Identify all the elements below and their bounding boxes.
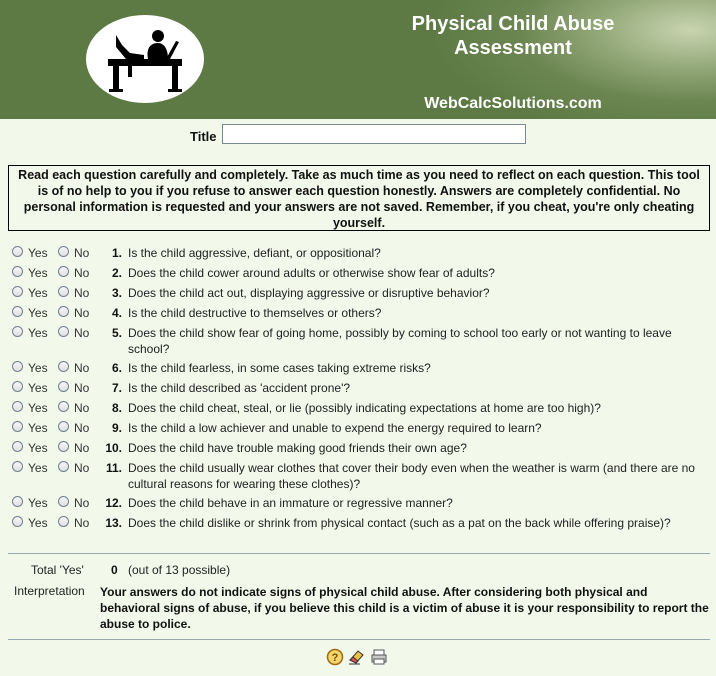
title-input[interactable] (222, 124, 526, 144)
logo (86, 15, 204, 103)
instructions-notice: Read each question carefully and completely. Take as much time as you need to reflect on each question. This tool is of no help to you if you refuse to answer each question honestly. Answers are completely confidential. No personal information is requested and your answers are not saved. Remember, if you cheat, you're only cheating yourself. (8, 165, 710, 231)
question-text: Is the child destructive to themselves or others? (128, 306, 382, 320)
no-label[interactable]: No (74, 461, 90, 475)
no-radio[interactable] (58, 461, 69, 472)
question-number: 7. (111, 381, 122, 395)
app-title (380, 12, 646, 60)
question-text: Is the child fearless, in some cases taking extreme risks? (128, 361, 431, 375)
question-text: Does the child have trouble making good friends their own age? (128, 441, 467, 455)
no-radio[interactable] (58, 516, 69, 527)
no-radio[interactable] (58, 306, 69, 317)
yes-radio[interactable] (12, 441, 23, 452)
question-text: Is the child described as 'accident prone'? (128, 381, 351, 395)
toolbar (0, 648, 716, 668)
no-label[interactable]: No (74, 441, 90, 455)
yes-label[interactable]: Yes (28, 266, 48, 280)
no-radio[interactable] (58, 496, 69, 507)
divider-top (8, 553, 710, 554)
no-label[interactable]: No (74, 381, 90, 395)
no-radio[interactable] (58, 381, 69, 392)
no-label[interactable]: No (74, 421, 90, 435)
yes-radio[interactable] (12, 516, 23, 527)
yes-radio[interactable] (12, 326, 23, 337)
no-label[interactable]: No (74, 361, 90, 375)
question-number: 10. (105, 441, 122, 455)
yes-radio[interactable] (12, 306, 23, 317)
yes-radio[interactable] (12, 286, 23, 297)
question-number: 1. (111, 246, 122, 260)
question-number: 2. (111, 266, 122, 280)
question-text: Does the child show fear of going home, possibly by coming to school too early or not wanting to leave school? (128, 326, 672, 356)
yes-radio[interactable] (12, 421, 23, 432)
yes-label[interactable]: Yes (28, 246, 48, 260)
yes-label[interactable]: Yes (28, 496, 48, 510)
yes-radio[interactable] (12, 401, 23, 412)
no-radio[interactable] (58, 401, 69, 412)
no-label[interactable]: No (74, 306, 90, 320)
question-text: Is the child aggressive, defiant, or oppositional? (128, 246, 381, 260)
question-number: 8. (111, 401, 122, 415)
no-radio[interactable] (58, 326, 69, 337)
print-icon[interactable] (370, 648, 388, 666)
app-title-line2: Assessment (454, 37, 572, 59)
question-text: Does the child behave in an immature or regressive manner? (128, 496, 453, 510)
total-value: 0 (111, 563, 118, 577)
question-number: 3. (111, 286, 122, 300)
question-number: 9. (111, 421, 122, 435)
no-label[interactable]: No (74, 266, 90, 280)
divider-bottom (8, 639, 710, 640)
title-row (0, 124, 716, 146)
yes-label[interactable]: Yes (28, 441, 48, 455)
question-text: Does the child cheat, steal, or lie (possibly indicating expectations at home are too high)? (128, 401, 601, 415)
yes-label[interactable]: Yes (28, 401, 48, 415)
no-radio[interactable] (58, 286, 69, 297)
question-text: Does the child usually wear clothes that cover their body even when the weather is warm (and there are no cultural reasons for wearing these clothes)? (128, 461, 695, 491)
yes-label[interactable]: Yes (28, 381, 48, 395)
yes-label[interactable]: Yes (28, 326, 48, 340)
question-number: 5. (111, 326, 122, 340)
no-label[interactable]: No (74, 401, 90, 415)
title-label: Title (190, 129, 217, 144)
site-name: WebCalcSolutions.com (424, 95, 602, 112)
yes-label[interactable]: Yes (28, 286, 48, 300)
yes-label[interactable]: Yes (28, 516, 48, 530)
no-label[interactable]: No (74, 286, 90, 300)
yes-radio[interactable] (12, 361, 23, 372)
yes-radio[interactable] (12, 246, 23, 257)
total-note: (out of 13 possible) (128, 563, 231, 577)
question-text: Does the child dislike or shrink from physical contact (such as a pat on the back while offering praise)? (128, 516, 671, 530)
no-label[interactable]: No (74, 246, 90, 260)
no-label[interactable]: No (74, 326, 90, 340)
help-icon[interactable] (326, 648, 344, 666)
yes-radio[interactable] (12, 496, 23, 507)
yes-radio[interactable] (12, 381, 23, 392)
no-radio[interactable] (58, 266, 69, 277)
question-text: Does the child cower around adults or otherwise show fear of adults? (128, 266, 495, 280)
yes-radio[interactable] (12, 461, 23, 472)
app-title-line1: Physical Child Abuse (411, 13, 615, 35)
no-radio[interactable] (58, 361, 69, 372)
header-banner (0, 0, 716, 119)
yes-radio[interactable] (12, 266, 23, 277)
interpretation-label: Interpretation (14, 584, 85, 598)
yes-label[interactable]: Yes (28, 421, 48, 435)
question-number: 11. (105, 461, 122, 475)
no-radio[interactable] (58, 421, 69, 432)
no-label[interactable]: No (74, 516, 90, 530)
yes-label[interactable]: Yes (28, 361, 48, 375)
question-number: 4. (111, 306, 122, 320)
question-text: Does the child act out, displaying aggressive or disruptive behavior? (128, 286, 490, 300)
no-radio[interactable] (58, 246, 69, 257)
total-label: Total 'Yes' (31, 563, 84, 577)
question-number: 6. (111, 361, 122, 375)
svg-text:?: ? (331, 652, 339, 664)
question-number: 13. (105, 516, 122, 530)
question-number: 12. (105, 496, 122, 510)
yes-label[interactable]: Yes (28, 461, 48, 475)
interpretation-text: Your answers do not indicate signs of physical child abuse. After considering both physical and behavioral signs of abuse, if you believe this child is a victim of abuse it is your responsibility to report the abuse to police. (100, 585, 709, 631)
desk-silhouette-icon (86, 15, 204, 103)
eraser-icon[interactable] (348, 648, 366, 666)
no-radio[interactable] (58, 441, 69, 452)
question-text: Is the child a low achiever and unable to expend the energy required to learn? (128, 421, 542, 435)
yes-label[interactable]: Yes (28, 306, 48, 320)
no-label[interactable]: No (74, 496, 90, 510)
